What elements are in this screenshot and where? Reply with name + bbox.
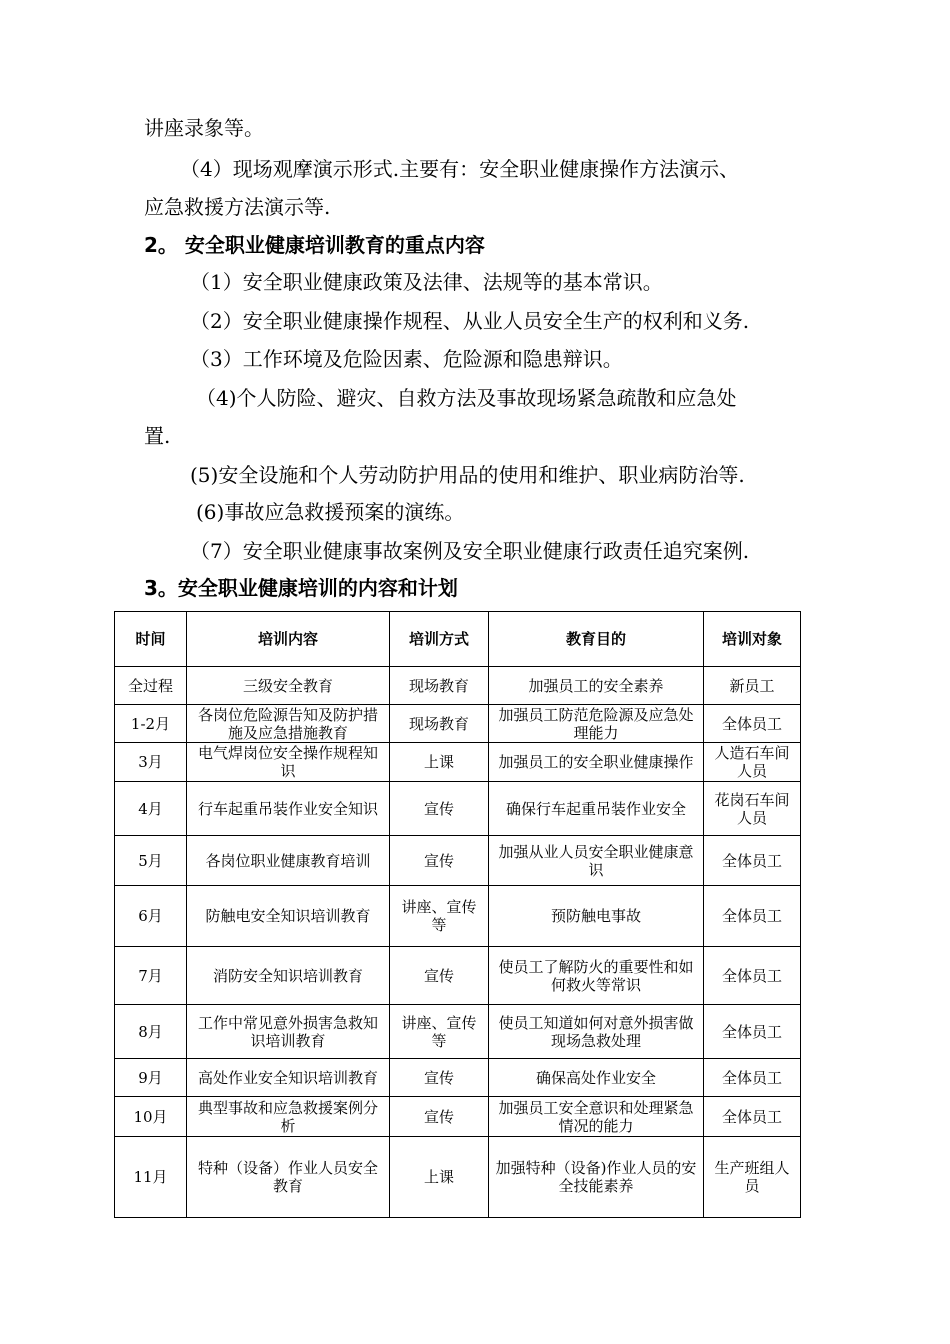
cell-method: 宣传 <box>390 1059 489 1097</box>
cell-time: 6月 <box>115 886 187 947</box>
cell-time: 3月 <box>115 743 187 782</box>
list-item-4-cont: 置. <box>144 424 171 448</box>
table-row <box>115 1097 801 1137</box>
cell-purpose: 使员工了解防火的重要性和如何救火等常识 <box>489 947 704 1005</box>
cell-purpose: 确保行车起重吊装作业安全 <box>489 782 704 836</box>
cell-content: 各岗位职业健康教育培训 <box>187 836 390 886</box>
list-item-6: (6)事故应急救援预案的演练。 <box>196 500 465 524</box>
cell-content: 典型事故和应急救援案例分析 <box>187 1097 390 1137</box>
section-heading-2: 2。 安全职业健康培训教育的重点内容 <box>144 233 485 257</box>
cell-audience: 全体员工 <box>704 836 801 886</box>
cell-time: 5月 <box>115 836 187 886</box>
cell-purpose: 加强员工防范危险源及应急处理能力 <box>489 705 704 743</box>
cell-content: 工作中常见意外损害急救知识培训教育 <box>187 1005 390 1059</box>
cell-method: 现场教育 <box>390 705 489 743</box>
cell-time: 全过程 <box>115 667 187 705</box>
cell-content: 特种（设备）作业人员安全教育 <box>187 1137 390 1218</box>
cell-time: 11月 <box>115 1137 187 1218</box>
cell-audience: 人造石车间人员 <box>704 743 801 782</box>
cell-purpose: 加强从业人员安全职业健康意识 <box>489 836 704 886</box>
list-item-1: （1）安全职业健康政策及法律、法规等的基本常识。 <box>190 270 663 294</box>
cell-time: 7月 <box>115 947 187 1005</box>
table-row <box>115 1059 801 1097</box>
cell-content: 各岗位危险源告知及防护措施及应急措施教育 <box>187 705 390 743</box>
cell-time: 9月 <box>115 1059 187 1097</box>
cell-time: 10月 <box>115 1097 187 1137</box>
cell-purpose: 使员工知道如何对意外损害做现场急救处理 <box>489 1005 704 1059</box>
cell-method: 宣传 <box>390 947 489 1005</box>
cell-purpose: 加强员工的安全素养 <box>489 667 704 705</box>
cell-method: 讲座、宣传等 <box>390 1005 489 1059</box>
cell-purpose: 加强员工的安全职业健康操作 <box>489 743 704 782</box>
cell-method: 宣传 <box>390 1097 489 1137</box>
section-heading-3: 3。安全职业健康培训的内容和计划 <box>144 576 458 600</box>
paragraph-2: （4）现场观摩演示形式.主要有：安全职业健康操作方法演示、 <box>180 157 740 181</box>
header-audience: 培训对象 <box>704 612 801 667</box>
table-row <box>115 886 801 947</box>
cell-audience: 全体员工 <box>704 886 801 947</box>
cell-purpose: 预防触电事故 <box>489 886 704 947</box>
table-row <box>115 947 801 1005</box>
cell-audience: 生产班组人员 <box>704 1137 801 1218</box>
cell-audience: 全体员工 <box>704 705 801 743</box>
paragraph-3: 应急救援方法演示等. <box>144 195 331 219</box>
list-item-3: （3）工作环境及危险因素、危险源和隐患辩识。 <box>190 347 623 371</box>
table-row <box>115 782 801 836</box>
cell-method: 上课 <box>390 1137 489 1218</box>
cell-audience: 花岗石车间人员 <box>704 782 801 836</box>
cell-time: 4月 <box>115 782 187 836</box>
cell-audience: 全体员工 <box>704 1097 801 1137</box>
cell-content: 防触电安全知识培训教育 <box>187 886 390 947</box>
list-item-7: （7）安全职业健康事故案例及安全职业健康行政责任追究案例. <box>190 539 750 563</box>
paragraph-1: 讲座录象等。 <box>144 116 264 140</box>
cell-audience: 全体员工 <box>704 947 801 1005</box>
table-row <box>115 743 801 782</box>
cell-content: 高处作业安全知识培训教育 <box>187 1059 390 1097</box>
table-row <box>115 1137 801 1218</box>
table-row <box>115 1005 801 1059</box>
cell-purpose: 加强员工安全意识和处理紧急情况的能力 <box>489 1097 704 1137</box>
cell-method: 宣传 <box>390 836 489 886</box>
cell-content: 行车起重吊装作业安全知识 <box>187 782 390 836</box>
cell-method: 上课 <box>390 743 489 782</box>
cell-audience: 新员工 <box>704 667 801 705</box>
training-plan-table <box>114 611 801 1218</box>
cell-time: 1-2月 <box>115 705 187 743</box>
header-method: 培训方式 <box>390 612 489 667</box>
table-header-row <box>115 612 801 667</box>
cell-audience: 全体员工 <box>704 1005 801 1059</box>
cell-time: 8月 <box>115 1005 187 1059</box>
cell-content: 三级安全教育 <box>187 667 390 705</box>
cell-content: 消防安全知识培训教育 <box>187 947 390 1005</box>
header-content: 培训内容 <box>187 612 390 667</box>
cell-method: 现场教育 <box>390 667 489 705</box>
cell-content: 电气焊岗位安全操作规程知识 <box>187 743 390 782</box>
list-item-4: （4)个人防险、避灾、自救方法及事故现场紧急疏散和应急处 <box>196 386 737 410</box>
table-row <box>115 836 801 886</box>
cell-method: 讲座、宣传等 <box>390 886 489 947</box>
table-row <box>115 667 801 705</box>
cell-purpose: 加强特种（设备)作业人员的安全技能素养 <box>489 1137 704 1218</box>
header-purpose: 教育目的 <box>489 612 704 667</box>
list-item-2: （2）安全职业健康操作规程、从业人员安全生产的权利和义务. <box>190 309 750 333</box>
list-item-5: (5)安全设施和个人劳动防护用品的使用和维护、职业病防治等. <box>190 463 745 487</box>
cell-purpose: 确保高处作业安全 <box>489 1059 704 1097</box>
cell-audience: 全体员工 <box>704 1059 801 1097</box>
cell-method: 宣传 <box>390 782 489 836</box>
table-row <box>115 705 801 743</box>
header-time: 时间 <box>115 612 187 667</box>
